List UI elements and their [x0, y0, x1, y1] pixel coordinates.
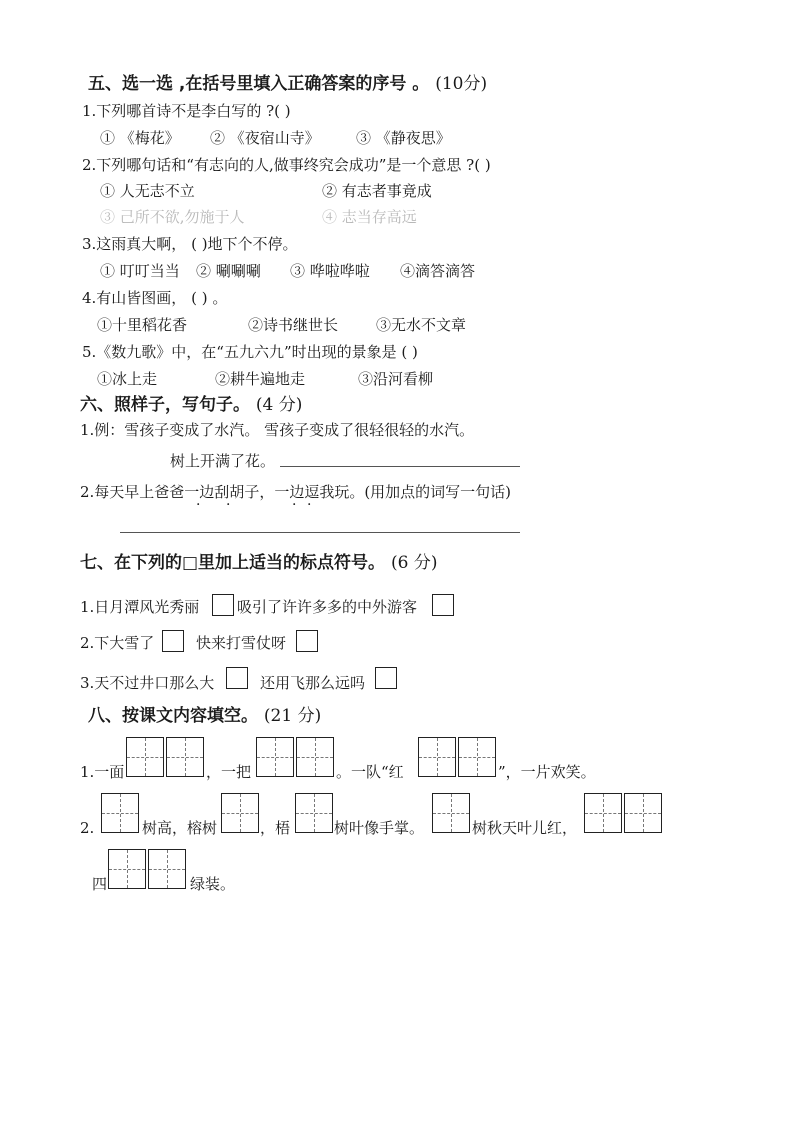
section-5-heading [88, 74, 487, 94]
section-5-points: (10分) [435, 74, 488, 94]
q5-5-option-1: ①冰上走 [97, 370, 158, 388]
tianzige-grid[interactable] [432, 793, 470, 833]
q7-3-part-a: 3.天不过井口那么大 [80, 674, 215, 692]
q5-3-option-3: ③ 哗啦哗啦 [290, 262, 370, 280]
q5-5-option-2: ②耕牛遍地走 [215, 370, 306, 388]
q7-1-part-a: 1.日月潭风光秀丽 [80, 598, 200, 616]
section-7-points: (6 分) [390, 553, 438, 573]
q5-3-option-2: ② 唰唰唰 [196, 262, 261, 280]
writing-cell[interactable] [624, 793, 662, 833]
section-7-heading [80, 553, 437, 573]
emphasis-dot: · [226, 497, 231, 513]
tianzige-grid[interactable] [295, 793, 333, 833]
q8-1-part-d: ”，一片欢笑。 [498, 763, 596, 781]
writing-cell[interactable] [418, 737, 456, 777]
punctuation-box[interactable] [226, 667, 248, 689]
q8-3-part-a: 四 [92, 875, 108, 893]
q8-1-part-a: 1.一面 [80, 763, 125, 781]
q8-3-part-b: 绿装。 [190, 875, 236, 893]
tianzige-grid[interactable] [584, 793, 662, 833]
q6-1-example: 1.例：雪孩子变成了水汽。 雪孩子变成了很轻很轻的水汽。 [80, 421, 475, 439]
q7-2-part-b: 快来打雪仗呀 [196, 634, 287, 652]
section-8-heading [88, 706, 321, 726]
tianzige-grid[interactable] [126, 737, 204, 777]
tianzige-grid[interactable] [101, 793, 139, 833]
section-5-title: 五、选一选 ,在括号里填入正确答案的序号 。 [88, 74, 430, 94]
q8-1-part-b: ，一把 [206, 763, 252, 781]
punctuation-box[interactable] [162, 630, 184, 652]
section-8-title: 八、按课文内容填空。 [88, 706, 258, 726]
emphasis-dot: · [307, 497, 312, 513]
q5-4-option-2: ②诗书继世长 [248, 316, 339, 334]
q8-2-part-b: ，梧 [260, 819, 291, 837]
q5-5-option-3: ③沿河看柳 [358, 370, 434, 388]
section-6-title: 六、照样子，写句子。 [80, 395, 250, 415]
question-5-3: 3.这雨真大啊， ( )地下个不停。 [82, 235, 298, 253]
q5-2-option-2: ② 有志者事竟成 [322, 182, 432, 200]
emphasis-dot: · [292, 497, 297, 513]
tianzige-grid[interactable] [108, 849, 186, 889]
punctuation-box[interactable] [375, 667, 397, 689]
punctuation-box[interactable] [432, 594, 454, 616]
writing-cell[interactable] [148, 849, 186, 889]
tianzige-grid[interactable] [221, 793, 259, 833]
writing-cell[interactable] [458, 737, 496, 777]
question-5-1: 1.下列哪首诗不是李白写的 ?( ) [82, 102, 291, 120]
writing-cell[interactable] [584, 793, 622, 833]
writing-cell[interactable] [221, 793, 259, 833]
q5-2-option-1: ① 人无志不立 [100, 182, 195, 200]
writing-cell[interactable] [108, 849, 146, 889]
writing-cell[interactable] [126, 737, 164, 777]
q5-3-option-1: ① 叮叮当当 [100, 262, 180, 280]
q8-1-part-c: 。一队“红 [336, 763, 404, 781]
writing-cell[interactable] [166, 737, 204, 777]
q7-3-part-b: 还用飞那么远吗 [260, 674, 366, 692]
q5-3-option-4: ④滴答滴答 [400, 262, 476, 280]
question-5-2: 2.下列哪句话和“有志向的人,做事终究会成功”是一个意思 ?( ) [82, 156, 491, 174]
punctuation-box[interactable] [296, 630, 318, 652]
punctuation-box[interactable] [212, 594, 234, 616]
q8-2-number: 2. [80, 819, 95, 837]
writing-cell[interactable] [256, 737, 294, 777]
q8-2-part-d: 树秋天叶儿红， [472, 819, 578, 837]
writing-cell[interactable] [295, 793, 333, 833]
section-7-title: 七、在下列的□里加上适当的标点符号。 [80, 553, 386, 573]
q6-2-text: 2.每天早上爸爸一边刮胡子，一边逗我玩。(用加点的词写一句话) [80, 483, 512, 501]
q5-4-option-1: ①十里稻花香 [97, 316, 188, 334]
q6-1-prompt: 树上开满了花。 [170, 452, 276, 470]
q8-2-part-a: 树高，榕树 [142, 819, 218, 837]
q5-4-option-3: ③无水不文章 [376, 316, 467, 334]
q5-1-option-3: ③ 《静夜思》 [356, 129, 451, 147]
q8-2-part-c: 树叶像手掌。 [334, 819, 425, 837]
section-6-heading [80, 395, 302, 415]
question-5-5: 5.《数九歌》中，在“五九六九”时出现的景象是 ( ) [82, 343, 418, 361]
q5-1-option-2: ② 《夜宿山寺》 [210, 129, 320, 147]
emphasis-dot: · [196, 497, 201, 513]
q5-2-option-4: ④ 志当存高远 [322, 208, 417, 226]
tianzige-grid[interactable] [418, 737, 496, 777]
q5-2-option-3: ③ 己所不欲,勿施于人 [100, 208, 245, 226]
tianzige-grid[interactable] [256, 737, 334, 777]
q6-1-answer-line[interactable] [280, 466, 520, 467]
writing-cell[interactable] [101, 793, 139, 833]
q7-2-part-a: 2.下大雪了 [80, 634, 155, 652]
question-5-4: 4.有山皆图画， ( ) 。 [82, 289, 228, 307]
q7-1-part-b: 吸引了许许多多的中外游客 [237, 598, 418, 616]
writing-cell[interactable] [432, 793, 470, 833]
q5-1-option-1: ① 《梅花》 [100, 129, 180, 147]
writing-cell[interactable] [296, 737, 334, 777]
section-8-points: (21 分) [263, 706, 322, 726]
q6-2-answer-line[interactable] [120, 532, 520, 533]
section-6-points: (4 分) [255, 395, 303, 415]
